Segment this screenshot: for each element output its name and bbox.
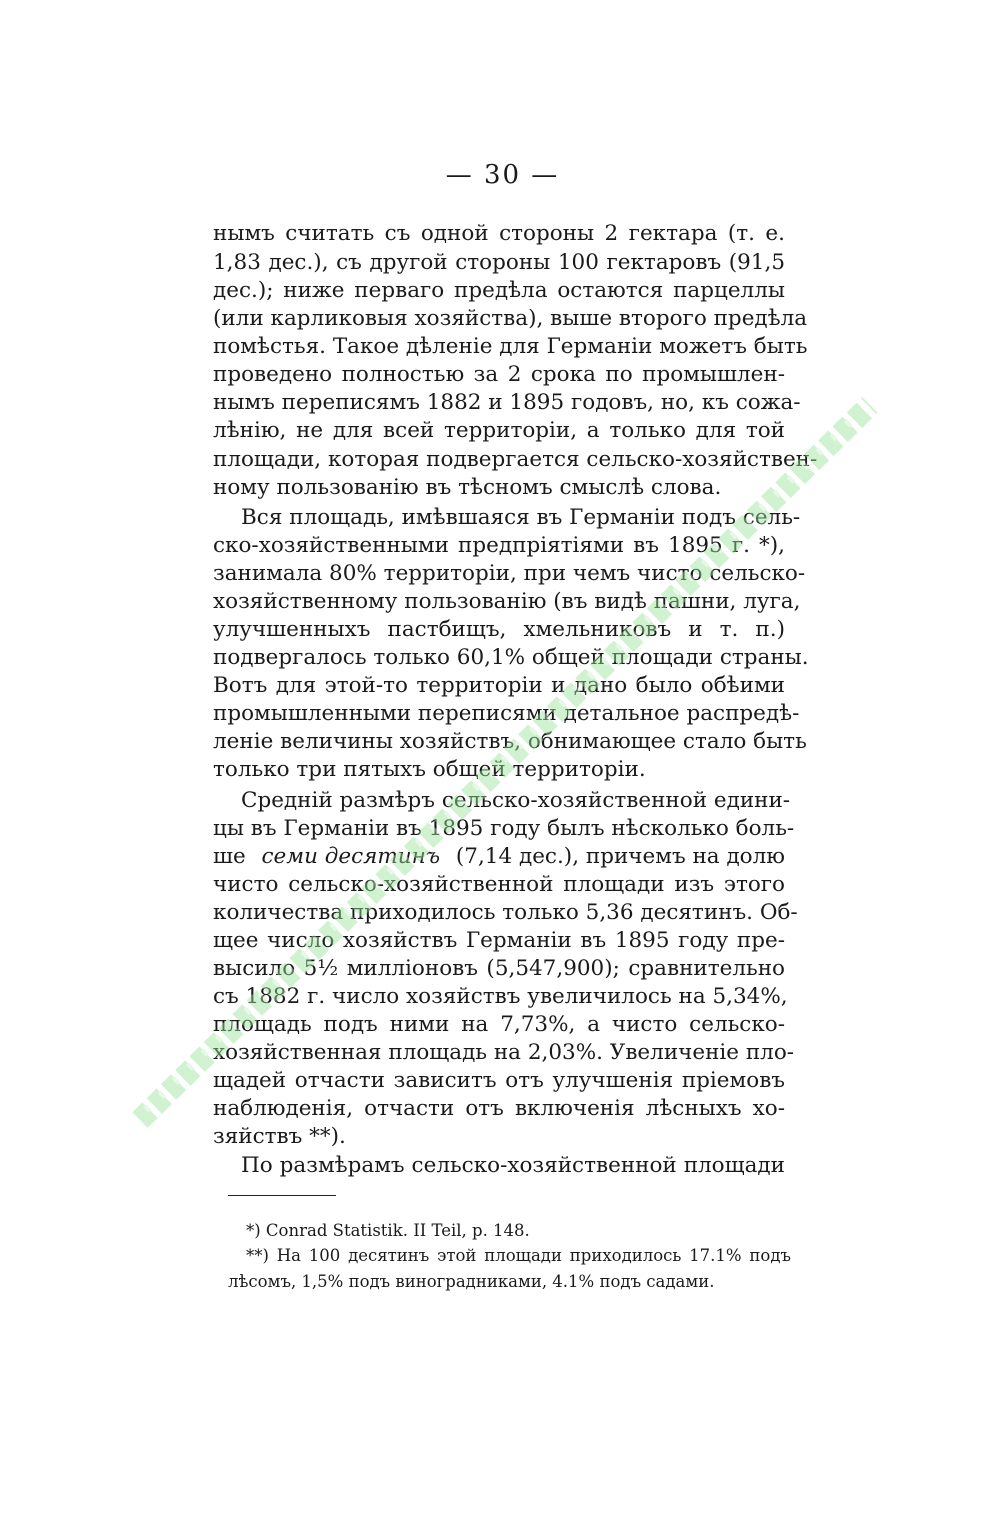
text-line: зяйствъ **).: [213, 1124, 346, 1149]
text-line: помѣстья. Такое дѣленіе для Германіи можетъ быть: [213, 334, 808, 359]
paragraph-start: Вся площадь, имѣвшаяся въ Германіи подъ сель-: [241, 505, 801, 530]
paragraph-start: По размѣрамъ сельско-хозяйственной площади: [241, 1153, 785, 1178]
text-line: дес.); ниже перваго предѣла остаются парцеллы: [213, 278, 785, 303]
text-line: хозяйственному пользованію (въ видѣ пашни, луга,: [213, 589, 801, 614]
page-number: — 30 —: [445, 160, 560, 190]
text-line: цы въ Германіи въ 1895 году былъ нѣсколько боль-: [213, 816, 795, 841]
text-line-with-emphasis: [213, 843, 785, 871]
text-line: занимала 80% территоріи, при чемъ чисто сельско-: [213, 561, 806, 586]
text-line: ско-хозяйственными предпріятіями въ 1895 г. *),: [213, 533, 785, 558]
footnote-2: **) На 100 десятинъ этой площади приходилось 17.1% подъ: [246, 1246, 791, 1265]
text-line: лѣнію, не для всей территоріи, а только для той: [213, 418, 785, 443]
footnote-rule: [228, 1195, 336, 1196]
text-line: щее число хозяйствъ Германіи въ 1895 году пре-: [213, 928, 785, 953]
text-line: наблюденія, отчасти отъ включенія лѣсныхъ хо-: [213, 1096, 785, 1121]
emphasis-text: семи десятинъ: [261, 844, 441, 869]
text-line: (или карликовыя хозяйства), выше второго предѣла: [213, 306, 808, 331]
text-line: нымъ считать съ одной стороны 2 гектара (т. е.: [213, 221, 785, 246]
text-line: высило 5½ милліоновъ (5,547,900); сравнительно: [213, 956, 785, 981]
footnote-2-continued: лѣсомъ, 1,5% подъ виноградниками, 4.1% подъ садами.: [228, 1272, 715, 1291]
text-line: хозяйственная площадь на 2,03%. Увеличеніе пло-: [213, 1040, 795, 1065]
text-fragment: (7,14 дес.), причемъ на долю: [455, 844, 785, 869]
text-line: Вотъ для этой-то территоріи и дано было обѣими: [213, 673, 785, 698]
text-line: площадь подъ ними на 7,73%, а чисто сельско-: [213, 1012, 785, 1037]
paragraph-start: Средній размѣръ сельско-хозяйственной едини-: [241, 788, 791, 813]
text-line: леніе величины хозяйствъ, обнимающее стало быть: [213, 729, 807, 754]
text-line: щадей отчасти зависитъ отъ улучшенія пріемовъ: [213, 1068, 785, 1093]
text-line: площади, которая подвергается сельско-хозяйствен-: [213, 447, 818, 472]
text-line: 1,83 дес.), съ другой стороны 100 гектаровъ (91,5: [213, 250, 785, 275]
text-line: промышленными переписями детальное распредѣ-: [213, 701, 800, 726]
text-line: чисто сельско-хозяйственной площади изъ этого: [213, 872, 785, 897]
text-line: ному пользованію въ тѣсномъ смыслѣ слова.: [213, 475, 722, 500]
text-line: проведено полностью за 2 срока по промышлен-: [213, 362, 785, 387]
footnote-1: *) Conrad Statistik. II Teil, p. 148.: [246, 1221, 530, 1240]
text-line: только три пятыхъ общей территоріи.: [213, 757, 646, 782]
text-fragment: ше: [213, 844, 246, 869]
text-line: подвергалось только 60,1% общей площади страны.: [213, 645, 809, 670]
text-line: нымъ переписямъ 1882 и 1895 годовъ, но, къ сожа-: [213, 390, 801, 415]
text-line: количества приходилось только 5,36 десятинъ. Об-: [213, 900, 798, 925]
text-line: улучшенныхъ пастбищъ, хмельниковъ и т. п.): [213, 617, 785, 642]
text-line: съ 1882 г. число хозяйствъ увеличилось на 5,34%,: [213, 984, 788, 1009]
